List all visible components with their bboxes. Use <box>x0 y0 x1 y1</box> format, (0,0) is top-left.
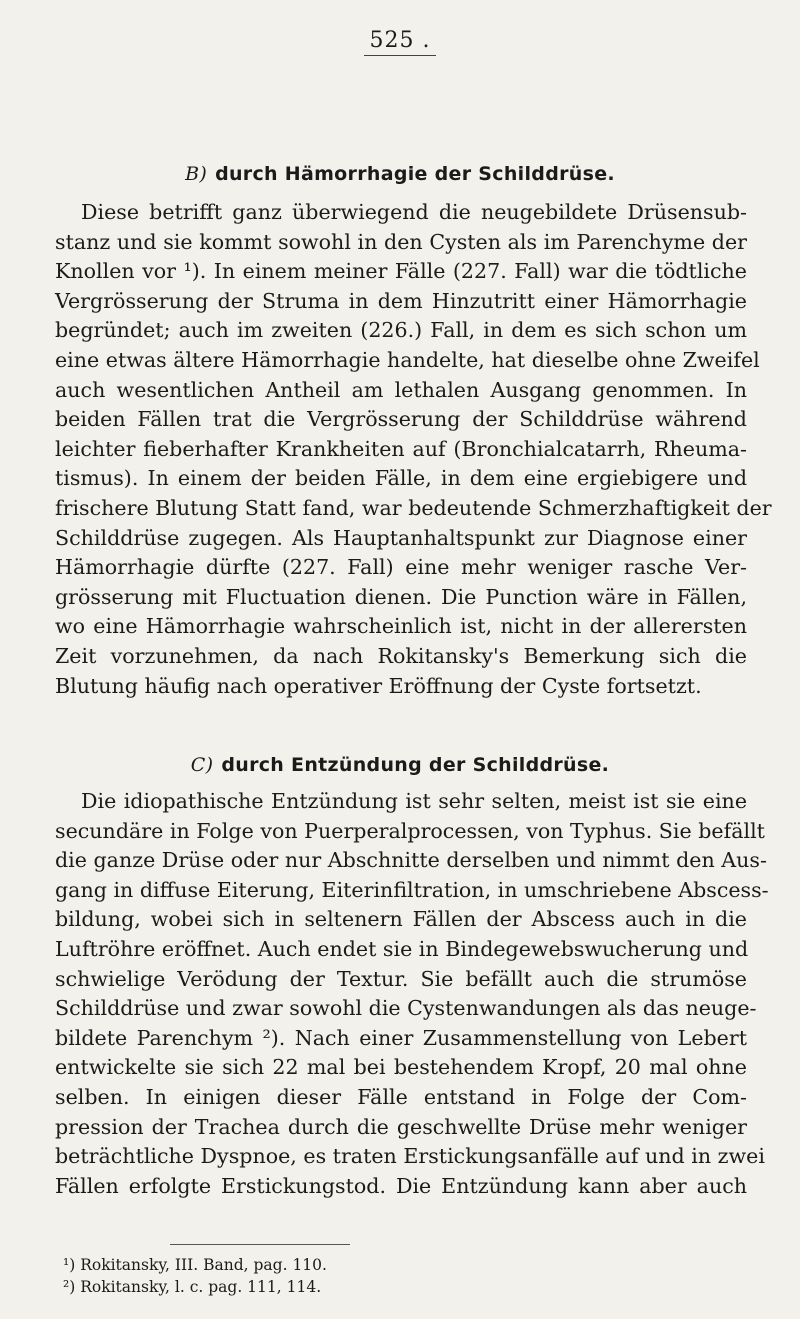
text-line: Fällen erfolgte Erstickungstod. Die Entzündung kann aber auch <box>55 1173 747 1198</box>
section-letter: B) <box>185 163 208 185</box>
text-line: Luftröhre eröffnet. Auch endet sie in Bindegewebswucherung und <box>55 936 749 961</box>
text-line: eine etwas ältere Hämorrhagie handelte, hat dieselbe ohne Zweifel <box>55 347 760 372</box>
page-number: 525 . <box>0 28 800 56</box>
footnote: ¹) Rokitansky, III. Band, pag. 110. <box>63 1256 327 1274</box>
text-line: stanz und sie kommt sowohl in den Cysten als im Parenchyme der <box>55 229 747 254</box>
text-line: die ganze Drüse oder nur Abschnitte derselben und nimmt den Aus- <box>55 848 767 873</box>
footnote-divider <box>170 1244 350 1245</box>
text-line: bildete Parenchym ²). Nach einer Zusammenstellung von Lebert <box>55 1025 747 1050</box>
text-line: begründet; auch im zweiten (226.) Fall, in dem es sich schon um <box>55 318 747 343</box>
text-line: Vergrösserung der Struma in dem Hinzutritt einer Hämorrhagie <box>55 288 747 313</box>
text-line: Diese betrifft ganz überwiegend die neugebildete Drüsensub- <box>81 200 747 224</box>
text-line: frischere Blutung Statt fand, war bedeutende Schmerzhaftigkeit der <box>55 495 772 520</box>
text-line: Knollen vor ¹). In einem meiner Fälle (227. Fall) war die tödtliche <box>55 259 747 284</box>
text-line: Die idiopathische Entzündung ist sehr selten, meist ist sie eine <box>81 789 747 813</box>
text-line: grösserung mit Fluctuation dienen. Die Punction wäre in Fällen, <box>55 584 747 609</box>
section-heading-c <box>0 754 800 776</box>
text-line: tismus). In einem der beiden Fälle, in dem eine ergiebigere und <box>55 466 747 491</box>
section-c-paragraph <box>55 787 769 1201</box>
footnote: ²) Rokitansky, l. c. pag. 111, 114. <box>63 1278 322 1296</box>
text-line: pression der Trachea durch die geschwellte Drüse mehr weniger <box>55 1114 747 1139</box>
text-line: beträchtliche Dyspnoe, es traten Erstickungsanfälle auf und in zwei <box>55 1144 765 1169</box>
section-letter: C) <box>190 754 214 776</box>
text-line: gang in diffuse Eiterung, Eiterinfiltration, in umschriebene Abscess- <box>55 877 769 902</box>
footnotes <box>55 1254 747 1298</box>
text-line: Zeit vorzunehmen, da nach Rokitansky's Bemerkung sich die <box>55 643 747 668</box>
text-line: bildung, wobei sich in seltenern Fällen der Abscess auch in die <box>55 907 747 932</box>
text-line: auch wesentlichen Antheil am lethalen Ausgang genommen. In <box>55 377 747 402</box>
text-line: leichter fieberhafter Krankheiten auf (Bronchialcatarrh, Rheuma- <box>55 436 747 461</box>
section-title: durch Entzündung der Schilddrüse. <box>221 754 610 776</box>
text-line: schwielige Verödung der Textur. Sie befällt auch die strumöse <box>55 966 747 991</box>
text-line: Schilddrüse zugegen. Als Hauptanhaltspunkt zur Diagnose einer <box>55 525 747 550</box>
text-line: Schilddrüse und zwar sowohl die Cystenwandungen als das neuge- <box>55 996 757 1021</box>
section-title: durch Hämorrhagie der Schilddrüse. <box>215 163 615 185</box>
section-heading-b <box>0 163 800 185</box>
text-line: Hämorrhagie dürfte (227. Fall) eine mehr weniger rasche Ver- <box>55 555 747 580</box>
text-line: Blutung häufig nach operativer Eröffnung der Cyste fortsetzt. <box>55 673 702 698</box>
section-b-paragraph <box>55 198 772 701</box>
text-line: secundäre in Folge von Puerperalprocessen, von Typhus. Sie befällt <box>55 818 765 843</box>
text-line: beiden Fällen trat die Vergrösserung der Schilddrüse während <box>55 407 747 432</box>
text-line: selben. In einigen dieser Fälle entstand in Folge der Com- <box>55 1084 747 1109</box>
text-line: entwickelte sie sich 22 mal bei bestehendem Kropf, 20 mal ohne <box>55 1055 747 1080</box>
text-line: wo eine Hämorrhagie wahrscheinlich ist, nicht in der allerersten <box>55 614 747 639</box>
